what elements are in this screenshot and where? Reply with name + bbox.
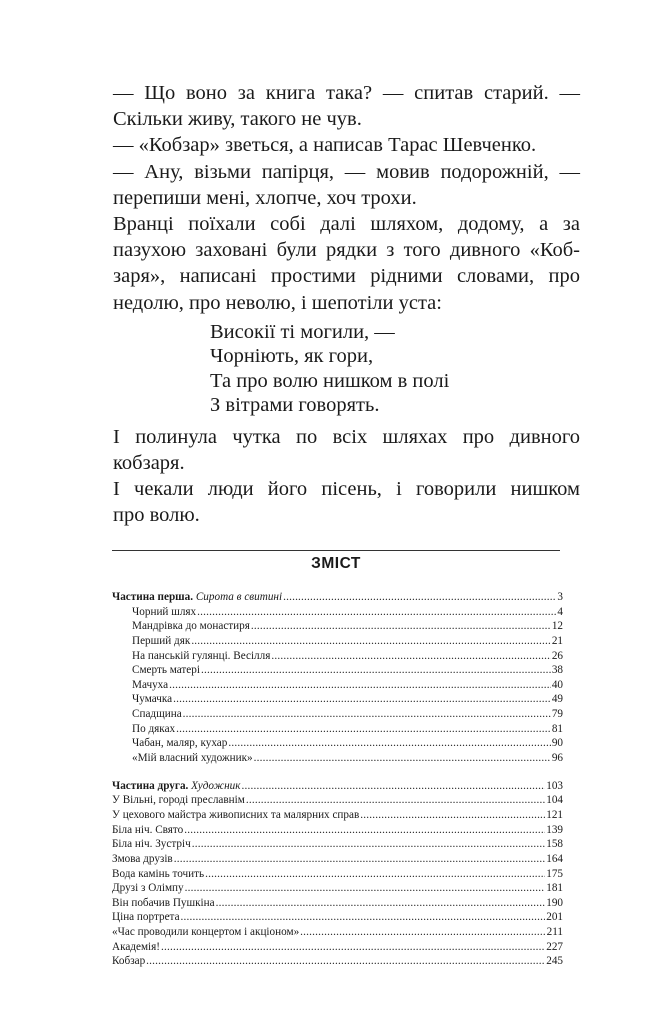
- page-number: 227: [546, 940, 563, 953]
- leader-dots: [192, 837, 546, 852]
- page-number: 3: [557, 591, 563, 603]
- entry-title: Чорний шлях: [132, 605, 197, 618]
- toc-entry[interactable]: [112, 837, 563, 852]
- toc-entry[interactable]: [112, 852, 563, 867]
- entry-title: Чумачка: [132, 693, 173, 706]
- leader-dots: [216, 896, 546, 911]
- leader-dots: [184, 823, 545, 838]
- page-number: 103: [546, 779, 563, 792]
- entry-title: «Час проводили концертом і акціоном»: [112, 926, 300, 939]
- page-number: 211: [546, 926, 563, 939]
- text-line: пазухою заховані були рядки з того дивного «Коб-: [113, 239, 580, 262]
- entry-title: Вода камінь точить: [112, 867, 205, 880]
- entry-title: Перший дяк: [132, 634, 191, 647]
- entry-title: Друзі з Олімпу: [112, 882, 184, 895]
- leader-dots: [360, 808, 545, 823]
- text-line: Скільки живу, такого не чув.: [113, 108, 362, 131]
- leader-dots: [183, 707, 551, 722]
- leader-dots: [283, 590, 556, 605]
- part-label: Частина перша.: [112, 591, 194, 603]
- page-number: 96: [551, 752, 563, 765]
- page-number: 158: [546, 838, 563, 851]
- toc-entry[interactable]: [112, 896, 563, 911]
- leader-dots: [241, 779, 545, 794]
- toc-entry[interactable]: [112, 722, 563, 737]
- toc-entry[interactable]: [112, 881, 563, 896]
- leader-dots: [300, 925, 545, 940]
- toc-entry[interactable]: [112, 692, 563, 707]
- toc-entry[interactable]: [112, 605, 563, 620]
- entry-title: Ціна портрета: [112, 911, 180, 924]
- toc-entry[interactable]: [112, 793, 563, 808]
- page-number: 90: [551, 737, 563, 750]
- leader-dots: [271, 649, 550, 664]
- entry-title: Чабан, маляр, кухар: [132, 737, 228, 750]
- page-number: 49: [551, 693, 563, 706]
- entry-title: У Вільні, городі преславнім: [112, 794, 245, 807]
- leader-dots: [246, 793, 545, 808]
- toc-part-heading[interactable]: [112, 590, 563, 605]
- toc-entry[interactable]: [112, 736, 563, 751]
- page-number: 38: [551, 664, 563, 677]
- entry-title: У цехового майстра живописних та малярних справ: [112, 808, 360, 821]
- toc-entry[interactable]: [112, 663, 563, 678]
- leader-dots: [191, 634, 551, 649]
- page-number: 175: [546, 867, 563, 880]
- poem-quote: [210, 320, 580, 418]
- section-divider: [112, 550, 560, 551]
- toc-entry[interactable]: [112, 808, 563, 823]
- leader-dots: [174, 852, 546, 867]
- text-line: І чекали люди його пісень, і говорили нишком: [113, 478, 580, 501]
- toc-entry[interactable]: [112, 925, 563, 940]
- leader-dots: [161, 940, 545, 955]
- toc-entry[interactable]: [112, 707, 563, 722]
- table-of-contents: [112, 590, 563, 969]
- toc-entry[interactable]: [112, 634, 563, 649]
- part-label: Частина друга.: [112, 779, 189, 792]
- entry-title: Академія!: [112, 940, 161, 953]
- entry-title: Він побачив Пушкіна: [112, 896, 215, 909]
- text-line: недолю, про неволю, і шепотіли уста:: [113, 291, 442, 314]
- entry-title: «Мій власний художник»: [132, 752, 253, 765]
- page-number: 12: [551, 620, 563, 633]
- leader-dots: [205, 867, 545, 882]
- text-line: кобзаря.: [113, 452, 185, 475]
- entry-title: По дяках: [132, 722, 176, 735]
- page-number: 79: [551, 708, 563, 721]
- leader-dots: [228, 736, 550, 751]
- page-number: 40: [551, 678, 563, 691]
- poem-line: Чорніють, як гори,: [210, 345, 374, 368]
- leader-dots: [201, 663, 551, 678]
- page-number: 190: [546, 896, 563, 909]
- toc-entry[interactable]: [112, 619, 563, 634]
- poem-line: Та про волю нишком в полі: [210, 369, 450, 392]
- leader-dots: [185, 881, 546, 896]
- toc-entry[interactable]: [112, 954, 563, 969]
- page-number: 139: [546, 823, 563, 836]
- toc-entry[interactable]: [112, 678, 563, 693]
- text-line: заря», написані простими рідними словами, про: [113, 265, 580, 288]
- part-subtitle: Художник: [191, 779, 241, 792]
- page-number: 121: [546, 808, 563, 821]
- page-number: 201: [546, 911, 563, 924]
- toc-entry[interactable]: [112, 940, 563, 955]
- page-number: 164: [546, 852, 563, 865]
- toc-entry[interactable]: [112, 867, 563, 882]
- text-line: перепиши мені, хлопче, хоч трохи.: [113, 186, 417, 209]
- leader-dots: [251, 619, 551, 634]
- toc-entry[interactable]: [112, 823, 563, 838]
- text-line: — Що воно за книга така? — спитав старий. —: [113, 82, 580, 104]
- leader-dots: [146, 954, 545, 969]
- part-subtitle: Сирота в свитині: [195, 591, 283, 603]
- entry-title: Змова друзів: [112, 852, 173, 865]
- entry-title: Смерть матері: [132, 664, 200, 677]
- leader-dots: [176, 722, 551, 737]
- leader-dots: [181, 910, 546, 925]
- text-line: — «Кобзар» зветься, а написав Тарас Шевченко.: [113, 134, 537, 157]
- page-number: 4: [557, 605, 563, 618]
- page-number: 81: [551, 722, 563, 735]
- leader-dots: [197, 605, 556, 620]
- entry-title: На панській гулянці. Весілля: [132, 649, 271, 662]
- story-text: [113, 80, 580, 529]
- page-number: 104: [546, 794, 563, 807]
- toc-heading: ЗМІСТ: [311, 555, 361, 572]
- entry-title: Біла ніч. Зустріч: [112, 838, 191, 851]
- poem-line: З вітрами говорять.: [210, 394, 380, 417]
- entry-title: Мачуха: [132, 678, 169, 691]
- entry-title: Кобзар: [112, 955, 146, 968]
- text-line: — Ану, візьми папірця, — мовив подорожній, —: [113, 160, 580, 183]
- toc-entry[interactable]: [112, 649, 563, 664]
- text-line: Вранці поїхали собі далі шляхом, додому, а за: [113, 213, 580, 236]
- leader-dots: [254, 751, 551, 766]
- leader-dots: [169, 678, 551, 693]
- toc-entry[interactable]: [112, 910, 563, 925]
- poem-line: Високії ті могили, —: [210, 320, 395, 343]
- toc-entry[interactable]: [112, 751, 563, 766]
- text-line: про волю.: [113, 504, 200, 527]
- page-number: 245: [546, 955, 563, 968]
- toc-part-heading[interactable]: [112, 779, 563, 794]
- entry-title: Біла ніч. Свято: [112, 823, 184, 836]
- entry-title: Спадщина: [132, 708, 182, 721]
- page-number: 26: [551, 649, 563, 662]
- page-number: 21: [551, 634, 563, 647]
- entry-title: Мандрівка до монастиря: [132, 620, 250, 633]
- page-number: 181: [546, 882, 563, 895]
- leader-dots: [173, 692, 551, 707]
- text-line: І полинула чутка по всіх шляхах про дивного: [113, 425, 580, 448]
